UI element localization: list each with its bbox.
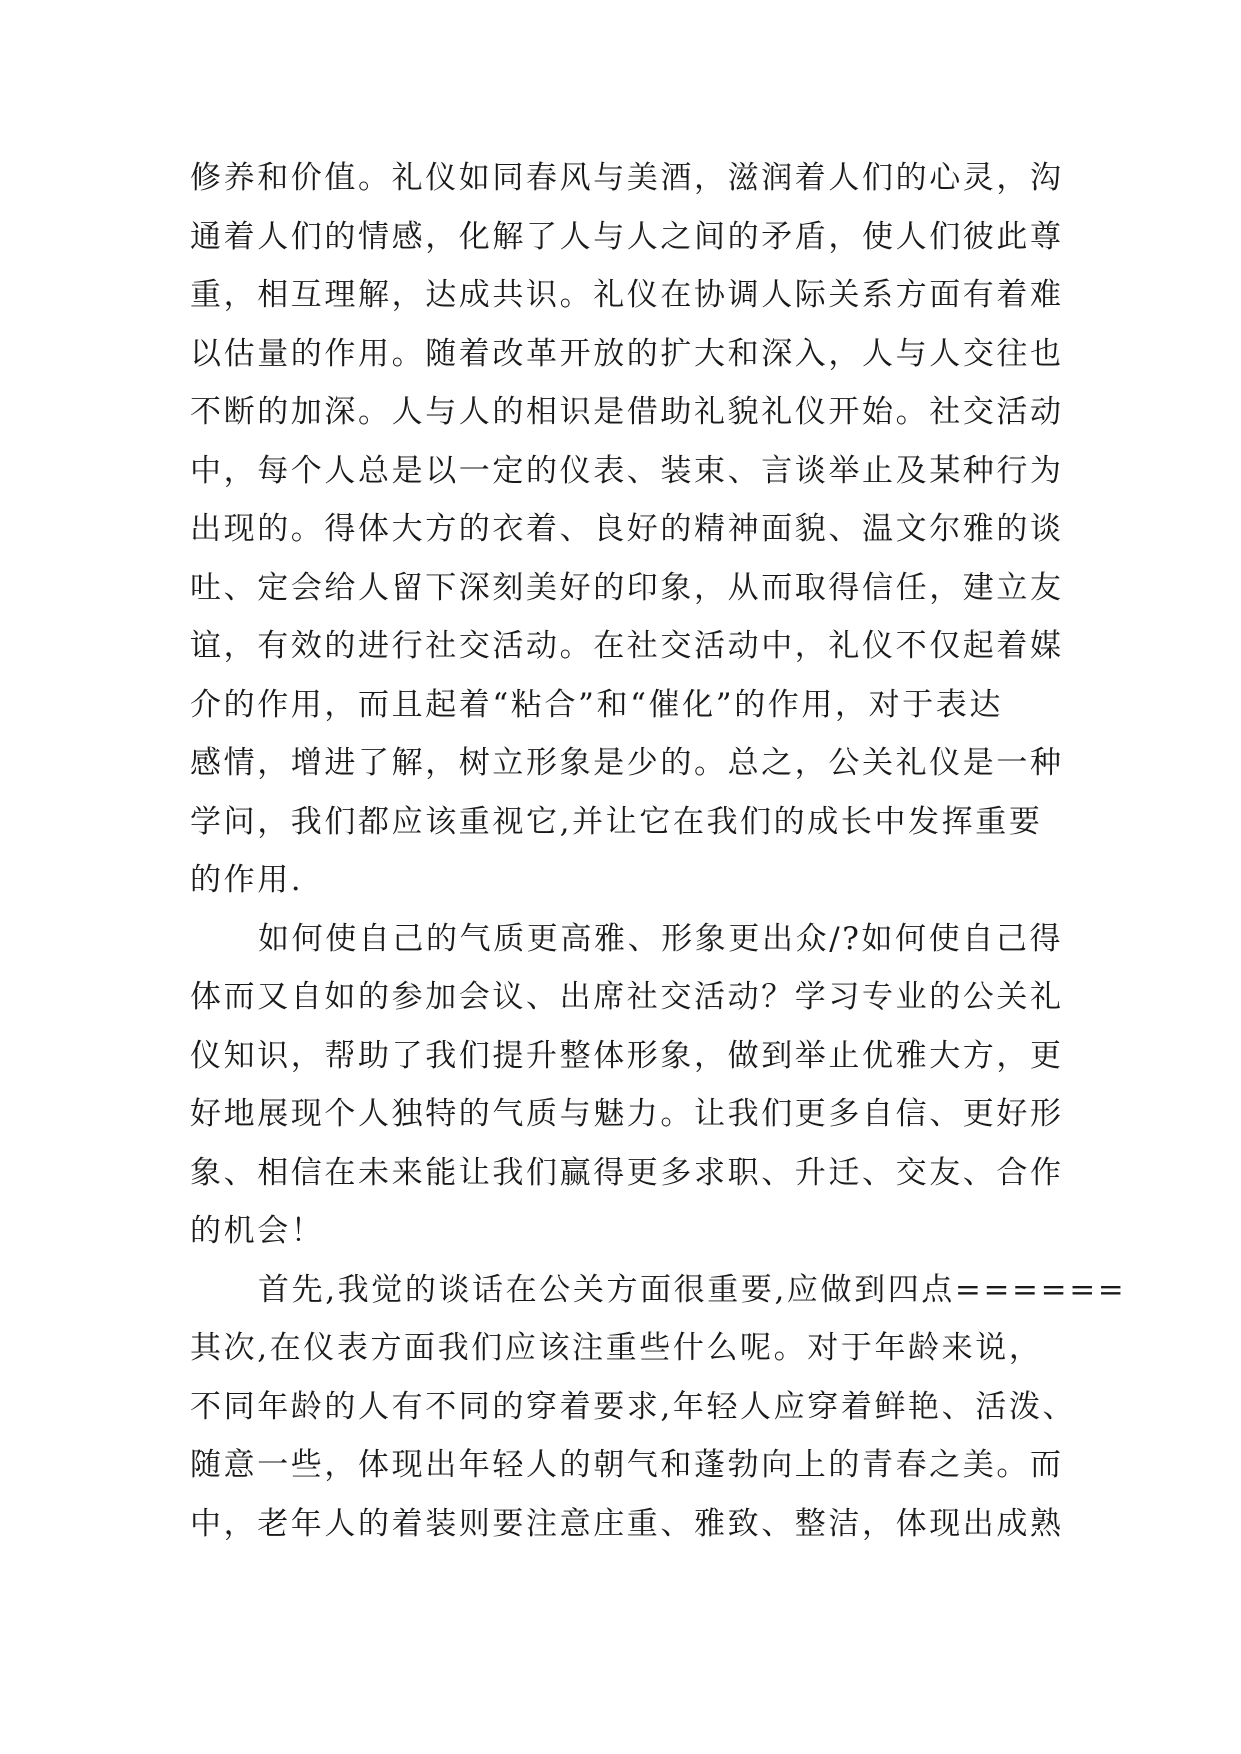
text-line: 的作用. [190, 862, 304, 898]
text-line: 中，老年人的着装则要注意庄重、雅致、整洁，体现出成熟 [190, 1505, 1064, 1542]
text-line: 以估量的作用。随着改革开放的扩大和深入，人与人交往也 [190, 335, 1064, 372]
text-line: 重，相互理解，达成共识。礼仪在协调人际关系方面有着难 [190, 277, 1064, 313]
text-line: 吐、定会给人留下深刻美好的印象，从而取得信任，建立友 [190, 569, 1064, 606]
text-line: 随意一些，体现出年轻人的朝气和蓬勃向上的青春之美。而 [190, 1447, 1064, 1483]
text-line: 中，每个人总是以一定的仪表、装束、言谈举止及某种行为 [190, 452, 1064, 489]
text-line: 不同年龄的人有不同的穿着要求,年轻人应穿着鲜艳、活泼、 [190, 1388, 1077, 1425]
text-line: 修养和价值。礼仪如同春风与美酒，滋润着人们的心灵，沟 [190, 160, 1064, 196]
text-line: 通着人们的情感，化解了人与人之间的矛盾，使人们彼此尊 [190, 218, 1064, 255]
paragraph-first-line: 首先,我觉的谈话在公关方面很重要,应做到四点====== [258, 1271, 1127, 1308]
text-line: 出现的。得体大方的衣着、良好的精神面貌、温文尔雅的谈 [190, 511, 1064, 547]
text-line: 的机会！ [190, 1213, 325, 1249]
text-line: 不断的加深。人与人的相识是借助礼貌礼仪开始。社交活动 [190, 394, 1064, 430]
text-line: 感情，增进了解，树立形象是少的。总之，公关礼仪是一种 [190, 745, 1064, 781]
text-line: 体而又自如的参加会议、出席社交活动？学习专业的公关礼 [190, 979, 1064, 1015]
text-line: 学问，我们都应该重视它,并让它在我们的成长中发挥重要 [190, 803, 1043, 840]
text-line: 好地展现个人独特的气质与魅力。让我们更多自信、更好形 [190, 1096, 1064, 1132]
paragraph-first-line: 如何使自己的气质更高雅、形象更出众/?如何使自己得 [258, 920, 1064, 957]
document-body [190, 149, 1127, 1553]
text-line: 仪知识，帮助了我们提升整体形象，做到举止优雅大方，更 [190, 1037, 1064, 1074]
text-line: 谊，有效的进行社交活动。在社交活动中，礼仪不仅起着媒 [190, 628, 1064, 664]
text-line: 其次,在仪表方面我们应该注重些什么呢。对于年龄来说， [190, 1330, 1043, 1366]
text-line: 象、相信在未来能让我们赢得更多求职、升迁、交友、合作 [190, 1154, 1064, 1191]
text-line: 介的作用，而且起着“粘合”和“催化”的作用，对于表达 [190, 686, 1003, 723]
